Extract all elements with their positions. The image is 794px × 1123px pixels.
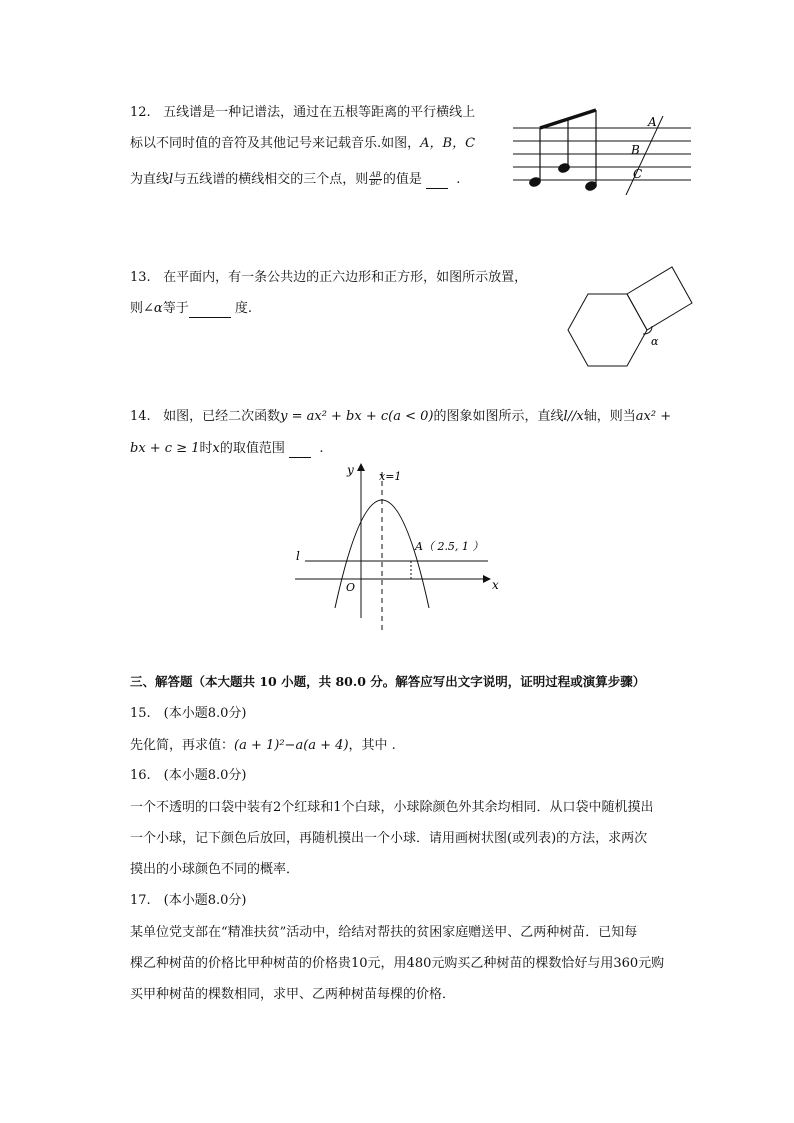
q15-body (130, 737, 396, 755)
q12-line-2 (130, 135, 475, 153)
point-a-label: A（ 2.5, 1 ） (415, 540, 484, 553)
q14-text-1b: 的图象如图所示，直线 (433, 409, 564, 424)
q14-function: y = ax² + bx + c(a < 0) (280, 409, 434, 424)
q13-figure (560, 262, 700, 374)
q14-end: . (319, 441, 324, 456)
q13-text-2b: 等于 (162, 301, 189, 316)
x-axis-label: x (492, 578, 499, 592)
q13-line-2 (130, 300, 252, 318)
square (627, 267, 692, 330)
q13-line-1 (130, 269, 527, 287)
q12-frac-den: BC (370, 179, 381, 187)
line-l-label: l (296, 549, 300, 563)
q15-text-b: ，其中 . (348, 738, 396, 753)
q12-fraction (369, 172, 382, 187)
q14-text-1a: 如图，已经二次函数 (163, 409, 281, 424)
q12-text-3a: 为直线 (130, 172, 170, 187)
q12-text-1: 五线谱是一种记谱法，通过在五根等距离的平行横线上 (163, 105, 476, 120)
q16-line-2: 一个小球，记下颜色后放回，再随机摸出一个小球．请用画树状图(或列表)的方法，求两次 (130, 831, 648, 846)
symmetry-label: x=1 (379, 470, 402, 483)
q14-figure (285, 458, 510, 633)
q12-line-3 (130, 171, 460, 189)
q15-header: 15. (本小题8.0分) (130, 706, 247, 721)
q13-answer-blank[interactable] (189, 303, 231, 318)
label-c: C (633, 167, 643, 181)
q14-number: 14. (130, 409, 151, 424)
q15-expression: (a + 1)²−a(a + 4) (234, 738, 349, 753)
label-b: B (631, 143, 640, 157)
q12-number: 12. (130, 105, 151, 120)
section-3-heading: 三、解答题（本大题共 10 小题，共 80.0 分。解答应写出文字说明，证明过程或演算步骤） (130, 674, 646, 689)
q12-points: A，B，C (420, 136, 476, 151)
q17-header: 17. (本小题8.0分) (130, 893, 247, 908)
y-axis-label: y (347, 463, 354, 477)
q12-frac-num: AB (370, 171, 381, 179)
origin-label: O (346, 581, 356, 594)
q14-text-1c: 轴，则当 (583, 409, 636, 424)
q14-answer-blank[interactable] (289, 443, 311, 458)
q16-line-1: 一个不透明的口袋中装有2个红球和1个白球，小球除颜色外其余均相同．从口袋中随机摸出 (130, 800, 654, 815)
q12-end: . (456, 172, 461, 187)
q13-text-2a: 则∠ (130, 301, 154, 316)
q14-var-x: x (212, 441, 220, 456)
q12-text-2: 标以不同时值的音符及其他记号来记载音乐.如图， (130, 136, 421, 151)
q17-line-3: 买甲种树苗的棵数相同，求甲、乙两种树苗每棵的价格． (130, 987, 456, 1002)
regular-hexagon (568, 294, 647, 366)
q14-text-2b: 的取值范围 (219, 441, 285, 456)
q12-figure (505, 100, 705, 196)
q12-answer-blank[interactable] (426, 174, 448, 189)
q14-text-2a: 时 (199, 441, 213, 456)
q14-ineq-a: ax² + (635, 409, 672, 424)
q14-line-2 (130, 440, 323, 458)
q13-alpha: α (153, 301, 163, 316)
q12-text-3c: 的值是 (382, 172, 422, 187)
q13-text-2c: 度. (234, 301, 252, 316)
q13-number: 13. (130, 270, 151, 285)
q15-text-a: 先化简，再求值： (130, 738, 235, 753)
q12-line-1 (130, 104, 475, 122)
q14-ineq-b: bx + c ≥ 1 (130, 441, 200, 456)
q17-line-1: 某单位党支部在“精准扶贫”活动中，给结对帮扶的贫困家庭赠送甲、乙两种树苗．已知每 (130, 925, 638, 940)
q12-var-l: l (169, 172, 174, 187)
q16-header: 16. (本小题8.0分) (130, 768, 247, 783)
q16-line-3: 摸出的小球颜色不同的概率． (130, 862, 300, 877)
q13-text-1: 在平面内，有一条公共边的正六边形和正方形，如图所示放置， (163, 270, 528, 285)
q14-line-1 (130, 408, 671, 426)
note-head-2 (557, 162, 571, 175)
label-a: A (648, 115, 657, 129)
q17-line-2: 棵乙种树苗的价格比甲种树苗的价格贵10元，用480元购买乙种树苗的棵数恰好与用360元购 (130, 956, 665, 971)
q12-text-3b: 与五线谱的横线相交的三个点，则 (173, 172, 369, 187)
q14-parallel: l//x (563, 409, 584, 424)
label-alpha: α (651, 335, 659, 348)
